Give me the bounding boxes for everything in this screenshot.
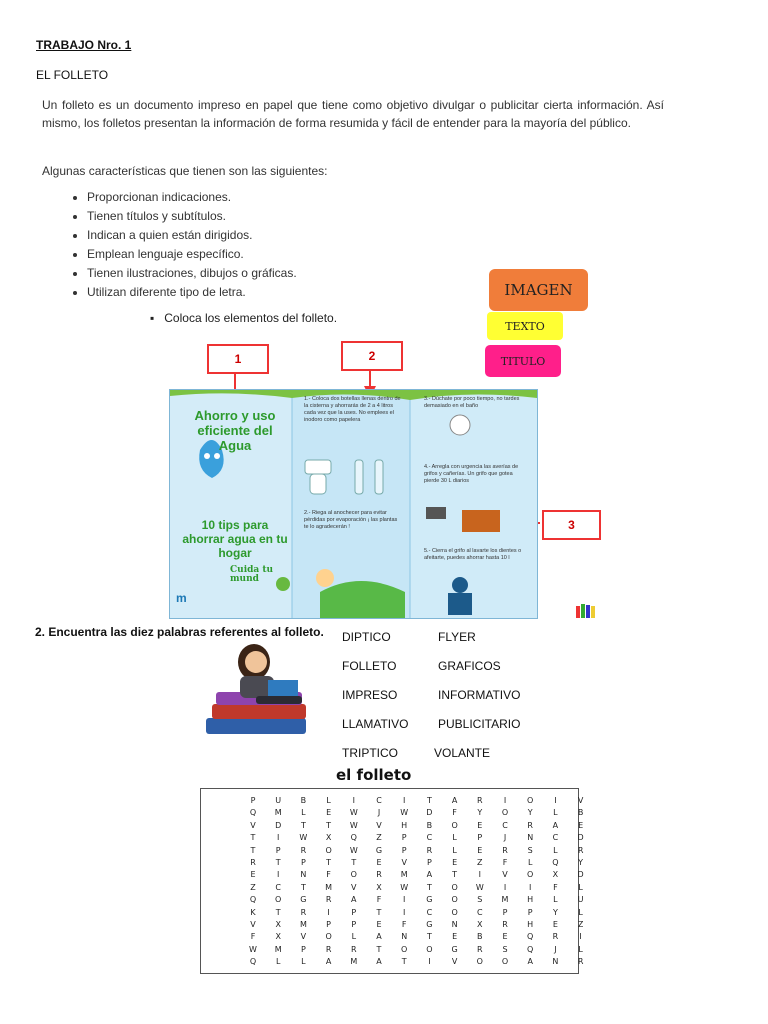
wordsearch-letter[interactable]: E xyxy=(477,845,483,855)
wordsearch-row xyxy=(201,931,582,943)
wordsearch-letter[interactable]: T xyxy=(426,932,432,942)
wordsearch-letter[interactable]: W xyxy=(475,882,484,892)
wordsearch-letter[interactable]: R xyxy=(577,845,584,855)
wordsearch-letter[interactable]: G xyxy=(300,895,307,905)
wordsearch-letter[interactable]: F xyxy=(250,932,256,942)
bottle-icon xyxy=(355,460,363,494)
child-icon xyxy=(316,569,334,587)
wordsearch-letter[interactable]: O xyxy=(350,870,357,880)
wordsearch-letter[interactable]: Z xyxy=(477,858,483,867)
wordsearch-letter[interactable]: X xyxy=(552,870,559,880)
wordsearch-letter[interactable]: X xyxy=(477,920,483,929)
word-item: VOLANTE xyxy=(434,746,491,760)
wordsearch-letter[interactable]: A xyxy=(325,957,332,967)
wordsearch-row xyxy=(201,820,584,832)
wordsearch-letter[interactable]: W xyxy=(349,845,358,855)
wordsearch-letter[interactable]: T xyxy=(326,858,332,867)
wordsearch-letter[interactable]: I xyxy=(403,895,406,905)
label-box-2[interactable]: 2 xyxy=(341,341,403,371)
wordsearch-letter[interactable]: H xyxy=(527,920,534,929)
wordsearch-letter[interactable]: Y xyxy=(552,907,558,917)
wordsearch-letter[interactable]: V xyxy=(502,870,508,880)
wordsearch-letter[interactable]: A xyxy=(426,870,433,880)
wordsearch-letter[interactable]: Q xyxy=(552,858,559,867)
wordsearch-letter[interactable]: K xyxy=(250,907,256,917)
wordsearch-letter[interactable]: T xyxy=(401,957,407,967)
wordsearch-letter[interactable]: A xyxy=(527,957,533,967)
brochure-slogan: Cuida tu mund xyxy=(230,565,274,584)
crayons-icon xyxy=(574,600,600,620)
wordsearch-letter[interactable]: R xyxy=(300,845,307,855)
wordsearch-letter[interactable]: A xyxy=(451,796,458,805)
wordsearch-letter[interactable]: Q xyxy=(249,957,257,967)
wordsearch-letter[interactable]: E xyxy=(477,820,483,830)
wordsearch-letter[interactable]: B xyxy=(477,932,483,942)
characteristic-item: • Emplean lenguaje específico. xyxy=(87,245,297,264)
wordsearch-row xyxy=(201,919,584,931)
wordsearch-letter[interactable]: E xyxy=(452,858,458,867)
wordsearch-letter[interactable]: M xyxy=(325,882,333,892)
wordsearch-letter[interactable]: P xyxy=(401,833,407,843)
wordsearch-letter[interactable]: O xyxy=(527,870,534,880)
word-item: IMPRESO xyxy=(342,688,398,702)
wordsearch-letter[interactable]: L xyxy=(553,845,558,855)
characteristic-item: • Proporcionan indicaciones. xyxy=(87,188,297,207)
wordsearch-letter[interactable]: W xyxy=(400,808,409,818)
wordsearch-letter[interactable]: S xyxy=(477,895,483,905)
wordsearch-letter[interactable]: O xyxy=(527,796,534,805)
wordsearch-letter[interactable]: M xyxy=(274,808,282,818)
wordsearch-letter[interactable]: D xyxy=(426,808,433,818)
wordsearch-letter[interactable]: Y xyxy=(477,808,483,818)
characteristic-item: • Indican a quien están dirigidos. xyxy=(87,226,297,245)
wordsearch-letter[interactable]: V xyxy=(451,957,458,967)
wordsearch-letter[interactable]: R xyxy=(376,870,382,880)
wordsearch-letter[interactable]: F xyxy=(553,882,558,892)
wordsearch-letter[interactable]: E xyxy=(552,920,558,929)
wordsearch-letter[interactable]: T xyxy=(300,820,306,830)
brochure-image xyxy=(169,389,538,619)
wordsearch-letter[interactable]: N xyxy=(552,957,559,967)
wordsearch-letter[interactable]: E xyxy=(250,870,256,880)
wordsearch-row xyxy=(201,894,584,906)
wordsearch-letter[interactable]: B xyxy=(300,796,307,805)
wordsearch-letter[interactable]: X xyxy=(275,932,281,942)
wordsearch-letter[interactable]: R xyxy=(351,944,357,954)
wordsearch-letter[interactable]: F xyxy=(502,858,508,867)
word-item: FLYER xyxy=(438,630,476,644)
wordsearch-letter[interactable]: I xyxy=(403,796,406,805)
wordsearch-letter[interactable]: Q xyxy=(249,808,257,818)
wordsearch-letter[interactable]: A xyxy=(552,820,559,830)
wordsearch-letter[interactable]: M xyxy=(350,957,358,967)
document-subtitle: EL FOLLETO xyxy=(36,68,109,82)
wordsearch-letter[interactable]: R xyxy=(502,845,508,855)
plumber-icon xyxy=(426,507,446,519)
wordsearch-letter[interactable]: W xyxy=(400,882,409,892)
wordsearch-letter[interactable]: L xyxy=(452,833,457,843)
wordsearch-letter[interactable]: H xyxy=(527,895,534,905)
wordsearch-letter[interactable]: E xyxy=(376,858,382,867)
wordsearch-letter[interactable]: H xyxy=(401,820,408,830)
wordsearch-row xyxy=(201,907,583,919)
wordsearch-letter[interactable]: A xyxy=(376,932,382,942)
wordsearch-letter[interactable]: Y xyxy=(527,808,533,818)
wordsearch-letter[interactable]: P xyxy=(351,907,357,917)
brochure-tip-2: 2.- Riega al anochecer para evitar pérdidas por evaporación ¡ las plantas te lo agradecerán ! xyxy=(304,510,398,530)
wordsearch-letter[interactable]: P xyxy=(401,845,407,855)
wordsearch-letter[interactable]: J xyxy=(554,944,557,954)
wordsearch-letter[interactable]: C xyxy=(426,907,433,917)
wordsearch-letter[interactable]: B xyxy=(426,820,433,830)
wordsearch-letter[interactable]: L xyxy=(301,808,306,818)
word-item: PUBLICITARIO xyxy=(438,717,521,731)
brochure-tip-5: 5.- Cierra el grifo al lavarte los dientes o afeitarte, puedes ahorrar hasta 10 l xyxy=(424,548,522,561)
wordsearch-letter[interactable]: N xyxy=(401,932,408,942)
word-item: GRAFICOS xyxy=(438,659,501,673)
wordsearch-row xyxy=(201,807,584,819)
wordsearch-letter[interactable]: Q xyxy=(350,833,357,843)
characteristic-item: • Tienen títulos y subtítulos. xyxy=(87,207,297,226)
wordsearch-letter[interactable]: O xyxy=(476,957,483,967)
wordsearch-letter[interactable]: T xyxy=(376,944,382,954)
wordsearch-letter[interactable]: B xyxy=(577,808,584,818)
wordsearch-letter[interactable]: Z xyxy=(577,920,584,929)
wordsearch-letter[interactable]: T xyxy=(452,870,458,880)
wordsearch-letter[interactable]: I xyxy=(277,833,280,843)
wordsearch-letter[interactable]: O xyxy=(451,820,458,830)
wordsearch-letter[interactable]: I xyxy=(529,882,532,892)
section2-title: 2. Encuentra las diez palabras referentes al folleto. xyxy=(35,625,324,639)
wordsearch-letter[interactable]: P xyxy=(250,796,256,805)
wordsearch-letter[interactable]: G xyxy=(451,944,458,954)
wordsearch-letter[interactable]: I xyxy=(579,932,582,942)
instruction-text: ▪ Coloca los elementos del folleto. xyxy=(150,311,337,325)
wordsearch-letter[interactable]: R xyxy=(552,932,559,942)
wordsearch-letter[interactable]: F xyxy=(326,870,331,880)
wordsearch-letter[interactable]: R xyxy=(577,957,584,967)
wordsearch-letter[interactable]: C xyxy=(275,882,281,892)
wordsearch-letter[interactable]: R xyxy=(527,820,533,830)
wordsearch-letter[interactable]: O xyxy=(501,957,509,967)
wordsearch-letter[interactable]: L xyxy=(326,796,331,805)
wordsearch-letter[interactable]: O xyxy=(426,944,433,954)
wordsearch-row xyxy=(201,845,584,857)
wordsearch-letter[interactable]: C xyxy=(376,796,382,805)
wordsearch-letter[interactable]: T xyxy=(275,907,281,917)
wordsearch-letter[interactable]: R xyxy=(477,944,483,954)
wordsearch-letter[interactable]: L xyxy=(452,845,457,855)
wordsearch-letter[interactable]: J xyxy=(377,808,381,818)
label-box-3[interactable]: 3 xyxy=(542,510,601,540)
wordsearch-letter[interactable]: M xyxy=(400,870,408,880)
wordsearch-letter[interactable]: P xyxy=(300,944,306,954)
wordsearch-letter[interactable]: D xyxy=(577,870,584,880)
wordsearch-letter[interactable]: C xyxy=(426,833,433,843)
wordsearch-letter[interactable]: G xyxy=(426,920,433,929)
wordsearch-row xyxy=(201,956,584,968)
teacher-reading-icon xyxy=(204,638,334,750)
wordsearch-letter[interactable]: P xyxy=(527,907,533,917)
wordsearch-letter[interactable]: T xyxy=(250,833,256,843)
wordsearch-letter[interactable]: N xyxy=(451,920,458,929)
wordsearch-letter[interactable]: U xyxy=(275,796,282,805)
wordsearch-letter[interactable]: T xyxy=(426,882,432,892)
wordsearch-letter[interactable]: P xyxy=(477,833,483,843)
brochure-tip-4: 4.- Arregla con urgencia las averías de grifos y cañerías. Un grifo que gotea pierde 30 L diarios xyxy=(424,464,519,484)
wordsearch-letter[interactable]: M xyxy=(501,895,509,905)
wordsearch-letter[interactable]: O xyxy=(451,895,458,905)
wordsearch-letter[interactable]: P xyxy=(426,858,432,867)
wordsearch-letter[interactable]: R xyxy=(325,895,332,905)
wordsearch-letter[interactable]: V xyxy=(300,932,307,942)
wordsearch-letter[interactable]: T xyxy=(426,796,432,805)
wordsearch-letter[interactable]: M xyxy=(299,920,307,929)
wordsearch-letter[interactable]: L xyxy=(301,957,306,967)
wordsearch-letter[interactable]: L xyxy=(578,944,583,954)
word-item: INFORMATIVO xyxy=(438,688,521,702)
wordsearch-letter[interactable]: E xyxy=(376,920,382,929)
wordsearch-letter[interactable]: I xyxy=(503,796,507,805)
wordsearch-letter[interactable]: D xyxy=(577,833,584,843)
wordsearch-letter[interactable]: Z xyxy=(376,833,382,843)
wordsearch-letter[interactable]: V xyxy=(351,882,357,892)
bottle-icon xyxy=(375,460,383,494)
characteristic-item: • Utilizan diferente tipo de letra. xyxy=(87,283,297,302)
wordsearch-letter[interactable]: C xyxy=(502,820,508,830)
wordsearch-letter[interactable]: W xyxy=(349,808,358,818)
wordsearch-title: el folleto xyxy=(336,766,412,784)
wordsearch-letter[interactable]: A xyxy=(376,957,382,967)
wordsearch-letter[interactable]: Q xyxy=(249,895,257,905)
wordsearch-letter[interactable]: X xyxy=(376,882,382,892)
wordsearch-letter[interactable]: F xyxy=(376,895,382,905)
toilet-icon xyxy=(305,460,331,474)
wordsearch-letter[interactable]: I xyxy=(403,907,406,917)
wordsearch-letter[interactable]: Y xyxy=(578,858,584,867)
wordsearch-letter[interactable]: T xyxy=(376,907,382,917)
wordsearch-letter[interactable]: G xyxy=(375,845,383,855)
shower-icon xyxy=(450,415,470,435)
logo-mark: m xyxy=(176,591,187,605)
wordsearch-letter[interactable]: L xyxy=(578,882,583,892)
wordsearch-letter[interactable]: A xyxy=(351,895,357,905)
wordsearch-letter[interactable]: L xyxy=(553,808,558,818)
wordsearch-letter[interactable]: R xyxy=(502,920,508,929)
wordsearch-letter[interactable]: T xyxy=(250,845,256,855)
wordsearch-letter[interactable]: F xyxy=(401,920,407,929)
wordsearch-letter[interactable]: C xyxy=(477,907,483,917)
legend-texto-label[interactable]: TEXTO xyxy=(487,312,563,340)
wordsearch-letter[interactable]: R xyxy=(300,907,307,917)
wordsearch-letter[interactable]: L xyxy=(275,957,281,967)
wordsearch-letter[interactable]: R xyxy=(477,796,483,805)
wordsearch-letter[interactable]: E xyxy=(502,932,508,942)
wordsearch-letter[interactable]: U xyxy=(577,895,584,905)
legend-titulo-label[interactable]: TITULO xyxy=(485,345,561,377)
wordsearch-letter[interactable]: P xyxy=(300,858,306,867)
pipe-icon xyxy=(462,510,500,532)
brochure-tip-1: 1.- Coloca dos botellas llenas dentro de la cisterna y ahorrarás de 2 a 4 litros cada vez que la uses. No emplees el inodoro como papelera xyxy=(304,396,401,423)
characteristic-item: • Tienen ilustraciones, dibujos o gráficas. xyxy=(87,264,297,283)
wordsearch-letter[interactable]: P xyxy=(502,907,508,917)
wordsearch-letter[interactable]: V xyxy=(250,820,256,830)
wordsearch-letter[interactable]: F xyxy=(452,808,457,818)
wordsearch-letter[interactable]: Q xyxy=(527,932,534,942)
wordsearch-letter[interactable]: W xyxy=(249,944,257,954)
wordsearch-letter[interactable]: I xyxy=(503,882,507,892)
legend-imagen-label[interactable]: IMAGEN xyxy=(489,269,588,311)
wordsearch-letter[interactable]: Z xyxy=(250,882,256,892)
wordsearch-letter[interactable]: I xyxy=(428,957,431,967)
wordsearch-letter[interactable]: M xyxy=(274,944,282,954)
wordsearch-letter[interactable]: J xyxy=(503,833,507,843)
wordsearch-letter[interactable]: V xyxy=(376,820,382,830)
wordsearch-row xyxy=(201,869,584,881)
wordsearch-letter[interactable]: I xyxy=(554,796,557,805)
wordsearch-letter[interactable]: L xyxy=(578,907,583,917)
wordsearch-letter[interactable]: S xyxy=(527,845,533,855)
wordsearch-letter[interactable]: L xyxy=(553,895,558,905)
wordsearch-letter[interactable]: O xyxy=(501,808,509,818)
characteristics-intro: Algunas características que tienen son las siguientes: xyxy=(42,164,328,178)
wordsearch-letter[interactable]: L xyxy=(527,858,533,867)
wordsearch-letter[interactable]: V xyxy=(250,920,256,929)
wordsearch-letter[interactable]: S xyxy=(502,944,508,954)
wordsearch-letter[interactable]: O xyxy=(325,932,332,942)
wordsearch-letter[interactable]: E xyxy=(452,932,458,942)
wordsearch-row xyxy=(201,857,584,869)
wordsearch-row xyxy=(201,944,583,956)
wordsearch-letter[interactable]: T xyxy=(326,820,332,830)
wordsearch-letter[interactable]: O xyxy=(401,944,408,954)
brochure-tips-heading: 10 tips para ahorrar agua en tu hogar xyxy=(182,518,288,560)
wordsearch-letter[interactable]: I xyxy=(277,870,280,880)
wordsearch-letter[interactable]: T xyxy=(275,858,281,867)
intro-paragraph: Un folleto es un documento impreso en papel que tiene como objetivo divulgar o publicitar cierta información. Así mismo, los folletos presentan la información de forma resumida y fácil de entender para la mayoría del público. xyxy=(42,98,664,130)
wordsearch-letter[interactable]: R xyxy=(250,858,256,867)
wordsearch-letter[interactable]: P xyxy=(351,920,357,929)
wordsearch-letter[interactable]: V xyxy=(577,796,584,805)
wordsearch-letter[interactable]: O xyxy=(451,907,458,917)
wordsearch-letter[interactable]: G xyxy=(426,895,433,905)
wordsearch-letter[interactable]: W xyxy=(349,820,358,830)
wordsearch-letter[interactable]: C xyxy=(552,833,559,843)
word-item: FOLLETO xyxy=(342,659,397,673)
wordsearch-letter[interactable]: P xyxy=(275,845,281,855)
wordsearch-letter[interactable]: R xyxy=(426,845,433,855)
wordsearch-letter[interactable]: N xyxy=(527,833,534,843)
wordsearch-letter[interactable]: I xyxy=(327,907,330,917)
wordsearch-letter[interactable]: X xyxy=(275,920,281,929)
wordsearch-letter[interactable]: T xyxy=(351,858,357,867)
wordsearch-letter[interactable]: W xyxy=(299,833,308,843)
word-item: TRIPTICO xyxy=(342,746,398,760)
wordsearch-letter[interactable]: T xyxy=(300,882,306,892)
wordsearch-letter[interactable]: V xyxy=(401,858,407,867)
wordsearch-letter[interactable]: P xyxy=(326,920,331,929)
word-item: DIPTICO xyxy=(342,630,391,644)
word-item: LLAMATIVO xyxy=(342,717,409,731)
wordsearch-grid[interactable] xyxy=(200,788,584,974)
wordsearch-letter[interactable]: O xyxy=(275,895,282,905)
person-icon xyxy=(452,577,468,593)
wordsearch-letter[interactable]: O xyxy=(451,882,458,892)
wordsearch-letter[interactable]: D xyxy=(275,820,282,830)
wordsearch-letter[interactable]: I xyxy=(478,870,481,880)
wordsearch-letter[interactable]: X xyxy=(325,833,332,843)
brochure-title: Ahorro y uso eficiente del Agua xyxy=(194,408,276,453)
wordsearch-row xyxy=(201,832,584,844)
wordsearch-letter[interactable]: I xyxy=(352,796,355,805)
wordsearch-letter[interactable]: E xyxy=(326,808,332,818)
wordsearch-row xyxy=(201,882,583,894)
wordsearch-letter[interactable]: R xyxy=(325,944,332,954)
wordsearch-letter[interactable]: O xyxy=(325,845,332,855)
wordsearch-letter[interactable]: L xyxy=(351,932,357,942)
wordsearch-letter[interactable]: N xyxy=(300,870,307,880)
wordsearch-letter[interactable]: E xyxy=(578,820,584,830)
document-title: TRABAJO Nro. 1 xyxy=(36,38,132,52)
wordsearch-letter[interactable]: Q xyxy=(527,944,534,954)
label-box-1[interactable]: 1 xyxy=(207,344,269,374)
wordsearch-row xyxy=(201,795,584,807)
brochure-tip-3: 3.- Dúchate por poco tiempo, no tardes demasiado en el baño xyxy=(424,396,520,409)
